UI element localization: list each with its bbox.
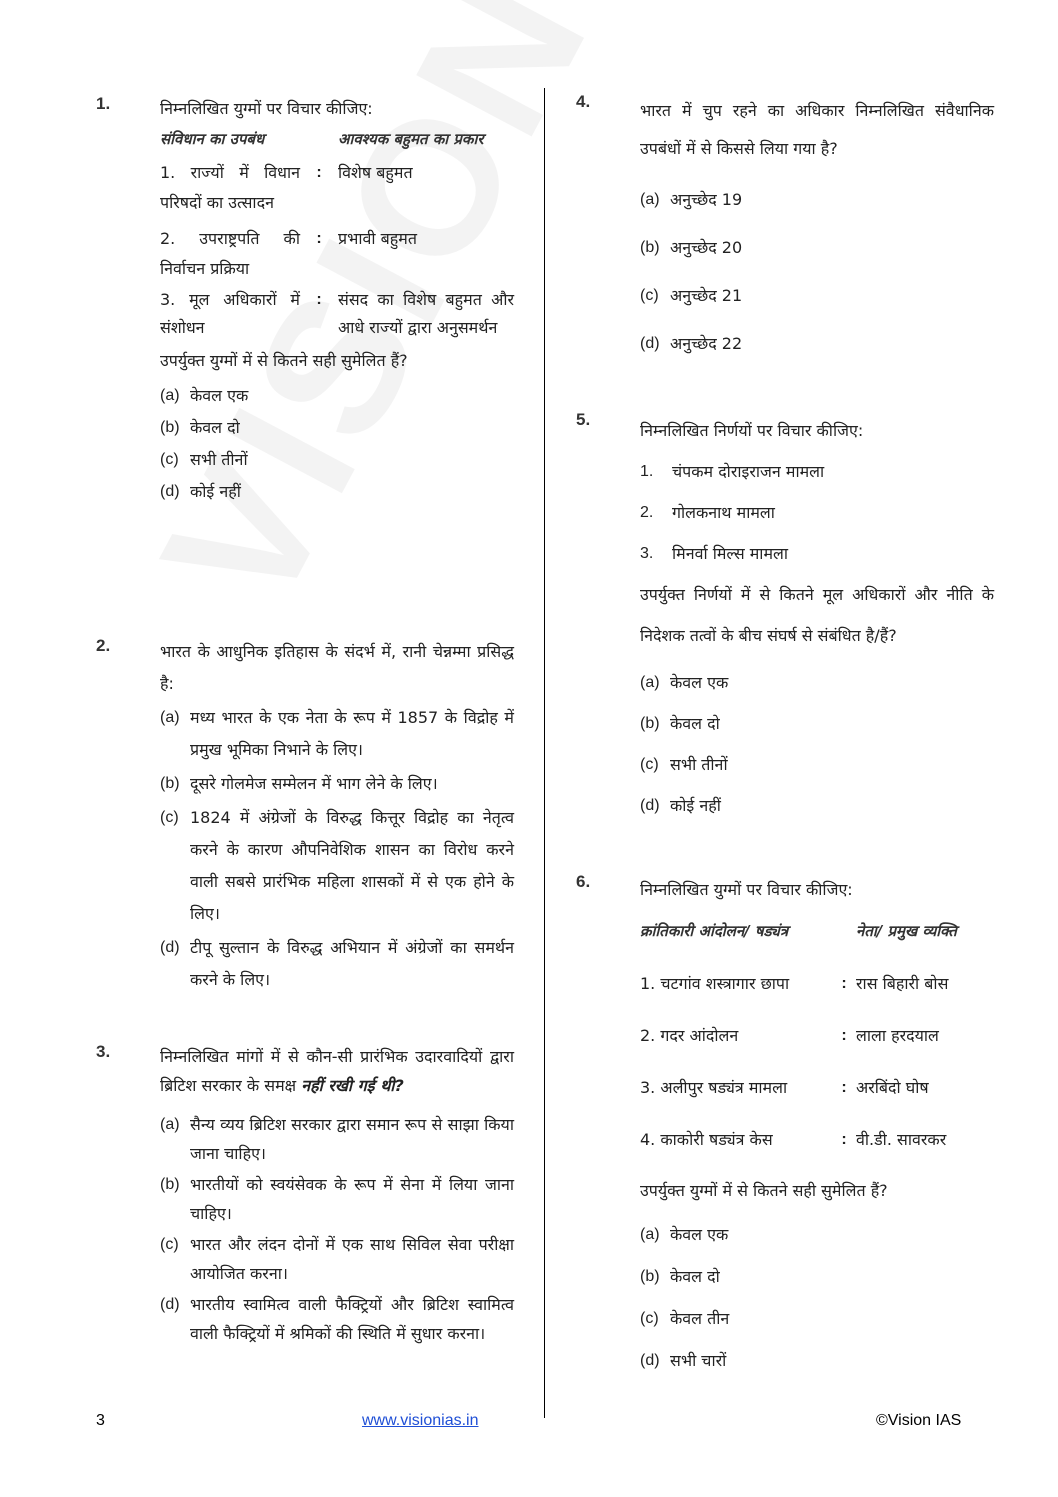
- option-label: (c): [640, 287, 659, 304]
- option-text: केवल एक: [670, 1225, 729, 1244]
- option-label: (d): [160, 939, 180, 956]
- option-text: केवल तीन: [670, 1309, 730, 1328]
- pair-list: [640, 958, 994, 1166]
- option-text: केवल एक: [190, 386, 249, 405]
- pair-left: 3. मूल अधिकारों में संशोधन: [160, 290, 300, 337]
- page-number: 3: [96, 1412, 105, 1429]
- option-label: (d): [160, 1296, 180, 1313]
- option-text: 1824 में अंग्रेजों के विरुद्ध कित्तूर विद्रोह का नेतृत्व करने के कारण औपनिवेशिक शासन का विरोध करने वाली सबसे प्रारंभिक महिला शासकों में से एक होने के लिए।: [190, 808, 514, 923]
- pair-row: [160, 286, 514, 342]
- option-d[interactable]: [160, 476, 514, 508]
- option-label: (b): [160, 775, 180, 792]
- option-b[interactable]: [640, 703, 994, 744]
- list-item-number: 3.: [640, 545, 654, 562]
- pair-row: [160, 224, 514, 284]
- option-text: सैन्य व्यय ब्रिटिश सरकार द्वारा समान रूप से साझा किया जाना चाहिए।: [190, 1115, 514, 1163]
- list-item: [640, 451, 994, 492]
- pair-left: 4. काकोरी षड्यंत्र केस: [640, 1130, 773, 1149]
- pair-row: [640, 1010, 994, 1062]
- pair-separator: :: [841, 1079, 847, 1096]
- list-item: [640, 533, 994, 574]
- option-label: (b): [160, 1176, 180, 1193]
- option-text: मध्य भारत के एक नेता के रूप में 1857 के विद्रोह में प्रमुख भूमिका निभाने के लिए।: [190, 708, 514, 759]
- option-label: (d): [640, 797, 660, 814]
- option-text: दूसरे गोलमेज सम्मेलन में भाग लेने के लिए।: [190, 774, 438, 793]
- pair-right: लाला हरदयाल: [856, 1026, 939, 1045]
- pair-row: [640, 1062, 994, 1114]
- option-c[interactable]: [640, 1298, 994, 1340]
- list-item-number: 2.: [640, 504, 654, 521]
- option-text: सभी चारों: [670, 1351, 727, 1370]
- option-text: केवल दो: [190, 418, 240, 437]
- pair-separator: :: [316, 291, 322, 308]
- option-a[interactable]: [640, 176, 994, 224]
- option-d[interactable]: [160, 1290, 514, 1348]
- pair-right: विशेष बहुमत: [338, 163, 413, 182]
- option-d[interactable]: [640, 320, 994, 368]
- question-number: 3.: [96, 1042, 111, 1061]
- pair-left: 1. राज्यों में विधान परिषदों का उत्सादन: [160, 163, 300, 212]
- option-label: (b): [160, 419, 180, 436]
- option-a[interactable]: [160, 702, 514, 766]
- pair-header: [160, 124, 514, 154]
- option-text: केवल दो: [670, 714, 720, 733]
- option-label: (d): [160, 483, 180, 500]
- option-text: केवल दो: [670, 1267, 720, 1286]
- question-number: 1.: [96, 94, 111, 113]
- list-item-text: गोलकनाथ मामला: [672, 503, 775, 522]
- list-item-text: चंपकम दोराइराजन मामला: [672, 462, 825, 481]
- question-prompt: उपर्युक्त निर्णयों में से कितने मूल अधिकारों और नीति के निदेशक तत्वों के बीच संघर्ष से संबंधित है/हैं?: [640, 585, 994, 645]
- option-d[interactable]: [640, 1340, 994, 1382]
- option-label: (a): [160, 709, 180, 726]
- option-text: टीपू सुल्तान के विरुद्ध अभियान में अंग्रेजों का समर्थन करने के लिए।: [190, 938, 514, 989]
- option-c[interactable]: [160, 1230, 514, 1288]
- question-prompt: उपर्युक्त युग्मों में से कितने सही सुमेलित हैं?: [640, 1181, 888, 1200]
- question-stem: निम्नलिखित युग्मों पर विचार कीजिए:: [160, 99, 373, 118]
- pair-row: [640, 1114, 994, 1166]
- list-item: [640, 492, 994, 533]
- option-b[interactable]: [160, 1170, 514, 1228]
- pair-separator: :: [841, 975, 847, 992]
- option-label: (c): [640, 756, 659, 773]
- option-text: कोई नहीं: [190, 482, 241, 501]
- option-label: (c): [160, 451, 179, 468]
- option-c[interactable]: [640, 272, 994, 320]
- option-text: अनुच्छेद 22: [670, 334, 743, 353]
- question-stem-text: निम्नलिखित मांगों में से कौन-सी प्रारंभिक उदारवादियों द्वारा ब्रिटिश सरकार के समक्ष: [160, 1047, 514, 1095]
- pair-row: [640, 958, 994, 1010]
- option-c[interactable]: [640, 744, 994, 785]
- pair-left: 1. चटगांव शस्त्रागार छापा: [640, 974, 790, 993]
- option-list: [640, 176, 994, 368]
- question-stem: निम्नलिखित निर्णयों पर विचार कीजिए:: [640, 421, 864, 440]
- pair-right: प्रभावी बहुमत: [338, 229, 417, 248]
- pair-row: [160, 158, 514, 218]
- pair-right: वी.डी. सावरकर: [856, 1130, 947, 1149]
- option-b[interactable]: [160, 768, 514, 800]
- option-label: (a): [160, 387, 180, 404]
- pair-right: अरबिंदो घोष: [856, 1078, 929, 1097]
- pair-right: रास बिहारी बोस: [856, 974, 949, 993]
- option-label: (a): [640, 674, 660, 691]
- pair-left: 2. उपराष्ट्रपति की निर्वाचन प्रक्रिया: [160, 229, 300, 278]
- option-label: (c): [160, 1236, 179, 1253]
- option-a[interactable]: [640, 662, 994, 703]
- option-text: अनुच्छेद 20: [670, 238, 743, 257]
- option-text: अनुच्छेद 19: [670, 190, 743, 209]
- website-link[interactable]: www.visionias.in: [362, 1412, 479, 1429]
- option-text: भारत और लंदन दोनों में एक साथ सिविल सेवा परीक्षा आयोजित करना।: [190, 1235, 514, 1283]
- question-prompt: उपर्युक्त युग्मों में से कितने सही सुमेलित हैं?: [160, 351, 408, 370]
- list-item-text: मिनर्वा मिल्स मामला: [672, 544, 789, 563]
- option-d[interactable]: [160, 932, 514, 996]
- option-text: भारतीयों को स्वयंसेवक के रूप में सेना में लिया जाना चाहिए।: [190, 1175, 514, 1223]
- column-divider: [544, 88, 545, 1418]
- option-text: सभी तीनों: [190, 450, 248, 469]
- pair-separator: :: [841, 1131, 847, 1148]
- option-label: (d): [640, 335, 660, 352]
- option-list: [640, 1214, 994, 1382]
- question-stem-emphasis: नहीं रखी गई थी?: [301, 1076, 404, 1095]
- list-item-number: 1.: [640, 463, 654, 480]
- question-stem: भारत के आधुनिक इतिहास के संदर्भ में, रानी चेन्नम्मा प्रसिद्ध है:: [160, 642, 514, 693]
- pair-right: संसद का विशेष बहुमत और आधे राज्यों द्वारा अनुसमर्थन: [338, 290, 514, 337]
- option-a[interactable]: [160, 380, 514, 412]
- option-label: (b): [640, 239, 660, 256]
- question-stem: [160, 1042, 514, 1100]
- question-number: 2.: [96, 636, 111, 655]
- pair-left: 2. गदर आंदोलन: [640, 1026, 739, 1045]
- option-label: (a): [640, 191, 660, 208]
- option-text: कोई नहीं: [670, 796, 721, 815]
- decision-list: [640, 451, 994, 574]
- option-list: [640, 662, 994, 826]
- option-label: (c): [640, 1310, 659, 1327]
- option-label: (c): [160, 809, 179, 826]
- option-label: (d): [640, 1352, 660, 1369]
- option-a[interactable]: [640, 1214, 994, 1256]
- column-header-right: नेता/ प्रमुख व्यक्ति: [856, 922, 957, 940]
- option-label: (a): [640, 1226, 660, 1243]
- pair-separator: :: [316, 164, 322, 181]
- option-text: केवल एक: [670, 673, 729, 692]
- pair-separator: :: [316, 230, 322, 247]
- option-b[interactable]: [640, 224, 994, 272]
- question-stem: निम्नलिखित युग्मों पर विचार कीजिए:: [640, 880, 853, 899]
- pair-left: 3. अलीपुर षड्यंत्र मामला: [640, 1078, 788, 1097]
- pair-header: [640, 912, 994, 950]
- question-number: 5.: [576, 410, 591, 429]
- option-text: भारतीय स्वामित्व वाली फैक्ट्रियों और ब्रिटिश स्वामित्व वाली फैक्ट्रियों में श्रमिकों की स्थिति में सुधार करना।: [190, 1295, 514, 1343]
- question-number: 6.: [576, 872, 591, 891]
- copyright-text: ©Vision IAS: [876, 1412, 962, 1429]
- column-header-right: आवश्यक बहुमत का प्रकार: [338, 130, 484, 148]
- option-text: सभी तीनों: [670, 755, 728, 774]
- pair-separator: :: [841, 1027, 847, 1044]
- option-b[interactable]: [160, 412, 514, 444]
- option-label: (b): [640, 1268, 660, 1285]
- option-text: अनुच्छेद 21: [670, 286, 743, 305]
- option-c[interactable]: [160, 444, 514, 476]
- option-d[interactable]: [640, 785, 994, 826]
- option-label: (a): [160, 1116, 180, 1133]
- option-label: (b): [640, 715, 660, 732]
- question-number: 4.: [576, 92, 591, 111]
- column-header-left: संविधान का उपबंध: [160, 130, 265, 148]
- column-header-left: क्रांतिकारी आंदोलन/ षड्यंत्र: [640, 922, 789, 940]
- option-list: [160, 380, 514, 508]
- option-b[interactable]: [640, 1256, 994, 1298]
- question-stem: भारत में चुप रहने का अधिकार निम्नलिखित संवैधानिक उपबंधों में से किससे लिया गया है?: [640, 101, 994, 158]
- option-a[interactable]: [160, 1110, 514, 1168]
- option-c[interactable]: [160, 802, 514, 930]
